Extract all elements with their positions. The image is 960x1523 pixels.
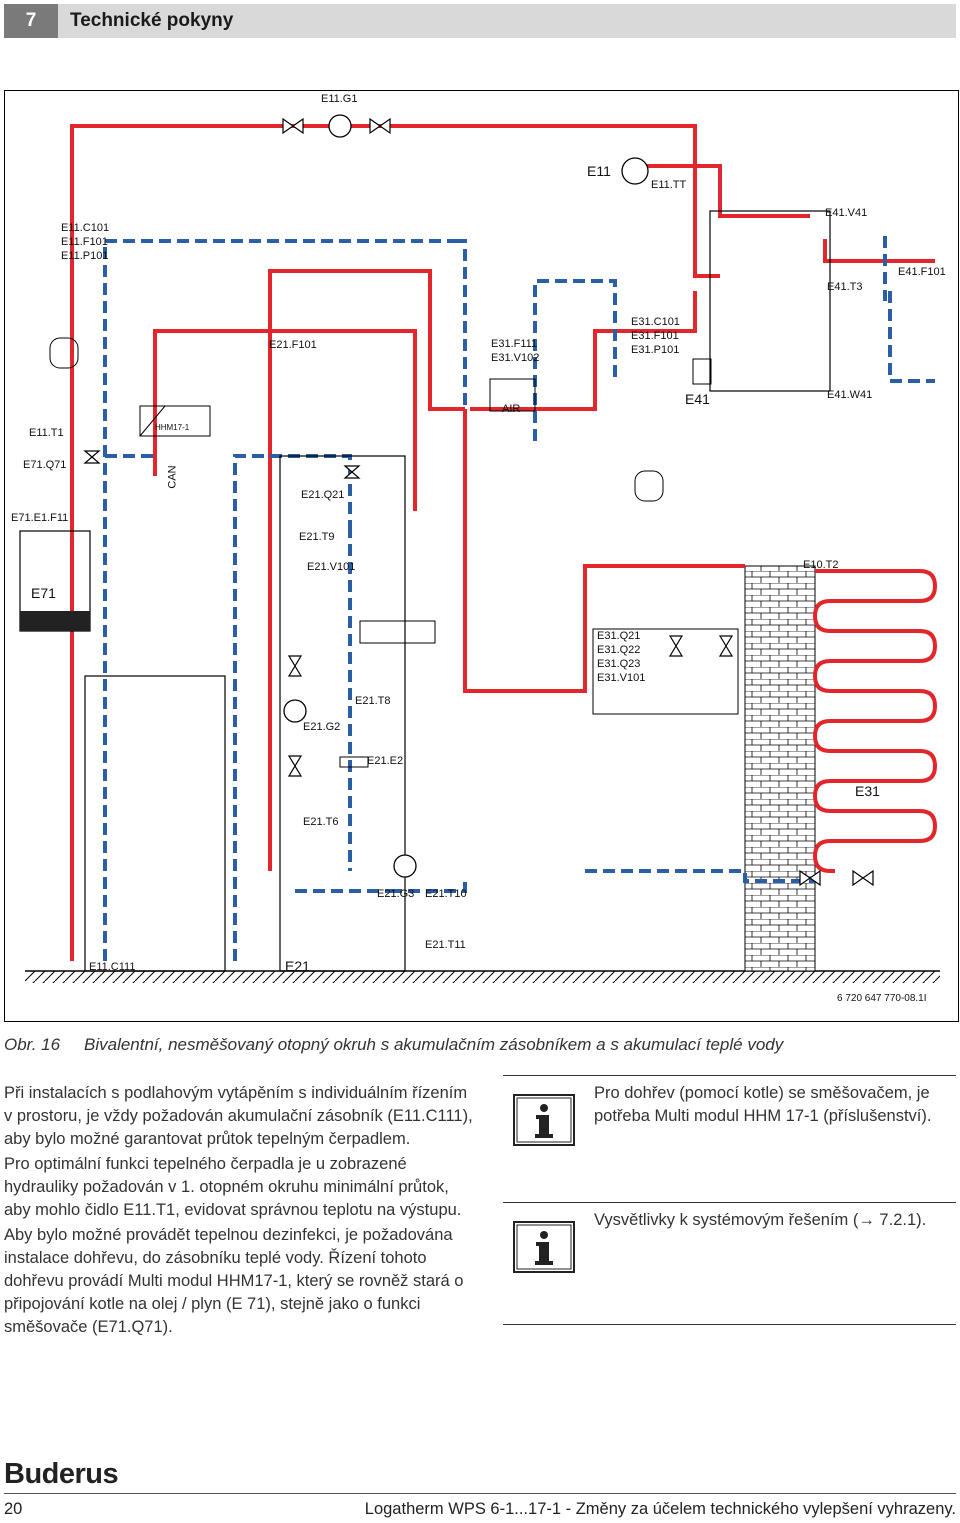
info-note <box>503 1202 956 1325</box>
label-e41-v41: E41.V41 <box>825 207 868 219</box>
label-e21-g2: E21.G2 <box>303 721 341 733</box>
info-notes <box>503 1075 956 1325</box>
figure-number: Obr. 16 <box>4 1035 61 1054</box>
note-text: Vysvětlivky k systémovým řešením (→ 7.2.1). <box>594 1211 927 1229</box>
label-air: AIR <box>502 403 521 415</box>
label-e21-e2: E21.E2 <box>367 755 404 767</box>
label-can: CAN <box>166 465 179 489</box>
figure-caption <box>4 1035 783 1055</box>
footer-text: Logatherm WPS 6-1...17-1 - Změny za účelem technického vylepšení vyhrazeny. <box>364 1500 956 1518</box>
label-e41: E41 <box>685 391 710 407</box>
electric-heater <box>340 757 368 767</box>
figure-title: Bivalentní, nesměšovaný otopný okruh s akumulačním zásobníkem a s akumulací teplé vody <box>84 1035 784 1054</box>
info-icon <box>513 1221 575 1273</box>
label-e11-g1: E11.G1 <box>321 93 358 105</box>
floor-hatch <box>25 971 940 983</box>
buderus-logo: Buderus <box>4 1458 119 1490</box>
label-e31: E31 <box>855 783 880 799</box>
dhw-heater <box>693 359 711 384</box>
section-title: Technické pokyny <box>70 10 234 31</box>
label-e71: E71 <box>31 585 56 601</box>
label-e21-t9: E21.T9 <box>299 531 335 543</box>
info-note <box>503 1075 956 1202</box>
page-number: 20 <box>4 1500 23 1518</box>
label-e31-q: E31.Q21 E31.Q22 E31.Q23 E31.V101 <box>597 630 646 684</box>
label-e31-f111: E31.F111 E31.V102 <box>491 338 540 364</box>
section-number: 7 <box>4 4 58 38</box>
drawing-id: 6 720 647 770-08.1I <box>837 993 927 1004</box>
label-e31-c101: E31.C101 E31.F101 E31.P101 <box>631 316 680 356</box>
heat-meter-e11 <box>622 158 648 184</box>
diagram-drawing <box>5 91 960 1023</box>
label-e21-t11: E21.T11 <box>425 939 466 951</box>
pump-e21-g2 <box>284 700 306 722</box>
expansion-vessel-2 <box>635 471 663 501</box>
label-e10-t2: E10.T2 <box>803 559 839 571</box>
boiler-base <box>20 611 90 631</box>
label-e41-f101: E41.F101 <box>898 266 946 278</box>
info-icon <box>513 1094 575 1146</box>
paragraph: Pro optimální funkci tepelného čerpadla je u zobrazené hydrauliky požadován v 1. otopném okruhu minimální průtok, aby mohlo čidlo E11.T1, evidovat správnou teplotu na výstupu. <box>4 1155 462 1219</box>
label-e41-t3: E41.T3 <box>827 281 863 293</box>
label-e21-t10: E21.T10 <box>425 888 467 900</box>
label-e71-q71: E71.Q71 <box>23 459 67 471</box>
label-e21-g3: E21.G3 <box>377 888 415 900</box>
controller <box>360 621 435 643</box>
label-e71-e1-f11: E71.E1.F11 <box>11 512 69 524</box>
pump-e21-g3 <box>394 855 416 877</box>
hydraulic-diagram <box>4 90 959 1022</box>
label-e11: E11 <box>587 163 611 179</box>
label-e11-c111: E11.C111 <box>89 961 136 973</box>
body-text <box>4 1082 474 1341</box>
section-header <box>4 4 956 38</box>
label-e21-t6: E21.T6 <box>303 816 339 828</box>
note-text: Pro dohřev (pomocí kotle) se směšovačem, je potřeba Multi modul HHM 17-1 (příslušenství). <box>594 1084 932 1125</box>
footer-divider <box>4 1493 956 1494</box>
label-e41-w41: E41.W41 <box>827 389 873 401</box>
wall-brick <box>745 566 815 971</box>
dhw-tank <box>710 211 830 391</box>
label-e11-t1: E11.T1 <box>29 427 64 439</box>
label-e21-t8: E21.T8 <box>355 695 391 707</box>
label-e11-tt: E11.TT <box>651 179 687 191</box>
label-e21-f101: E21.F101 <box>269 339 317 351</box>
label-e21-v101: E21.V101 <box>307 561 356 573</box>
label-e21-q21: E21.Q21 <box>301 489 345 501</box>
label-hhm: HHM17-1 <box>155 423 190 432</box>
label-e21: E21 <box>285 958 310 974</box>
paragraph: Aby bylo možné provádět tepelnou dezinfekci, je požadována instalace dohřevu, do zásobníku teplé vody. Řízení tohoto dohřevu provádí Multi modul HHM17-1, který se rovněž stará o připojování kotle na olej / plyn (E 71), stejně jako o funkci směšovače (E71.Q71). <box>4 1226 464 1336</box>
pump-e11-g1 <box>329 115 351 137</box>
label-e11-group: E11.C101 E11.F101 E11.P101 <box>61 222 110 262</box>
paragraph: Při instalacích s podlahovým vytápěním s individuálním řízením v prostoru, je vždy požadován akumulační zásobník (E11.C111), aby bylo možné garantovat průtok tepelným čerpadlem. <box>4 1084 473 1148</box>
